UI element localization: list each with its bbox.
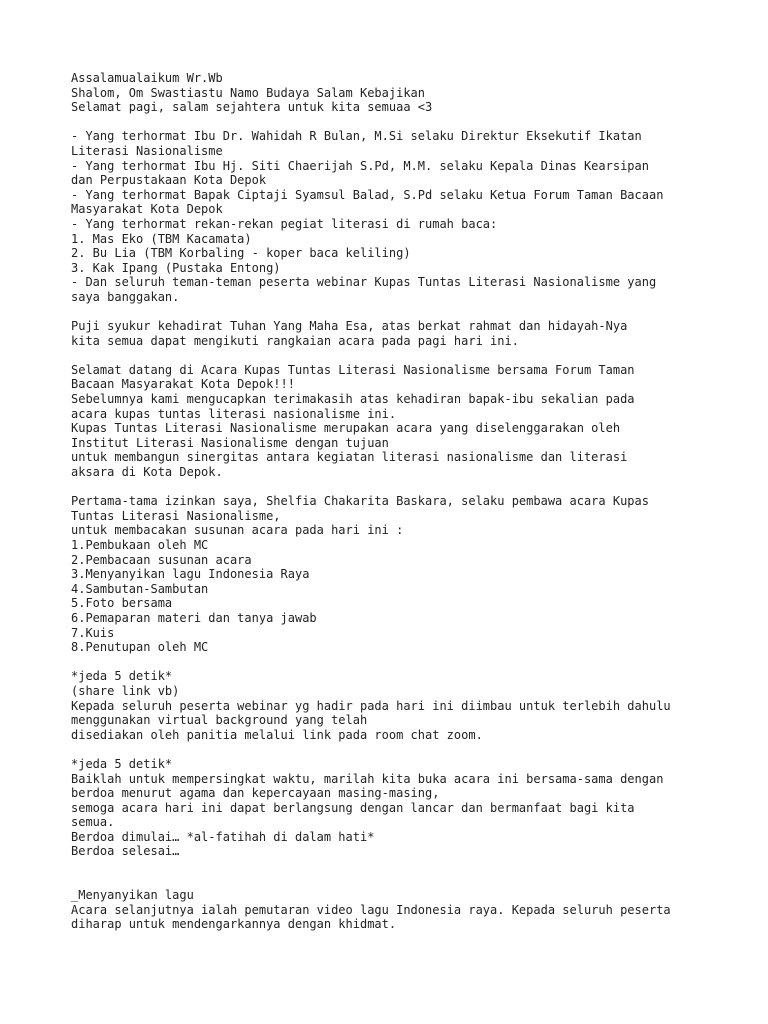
text-line: Selamat pagi, salam sejahtera untuk kita semuaa <3 [71,100,433,115]
text-line: kita semua dapat mengikuti rangkaian acara pada pagi hari ini. [71,333,519,348]
text-line: 3. Kak Ipang (Pustaka Entong) [71,260,281,275]
text-line: _Menyanyikan lagu [71,888,194,903]
text-line: (share link vb) [71,683,180,698]
text-line: Berdoa dimulai… *al-fatihah di dalam hati* [71,829,375,844]
paragraph-honorifics [71,129,731,304]
text-line: aksara di Kota Depok. [71,465,223,480]
text-line: Puji syukur kehadirat Tuhan Yang Maha Esa, atas berkat rahmat dan hidayah-Nya [71,319,628,334]
text-line: 1. Mas Eko (TBM Kacamata) [71,231,252,246]
text-line: acara kupas tuntas literasi nasionalisme ini. [71,406,397,421]
text-line: untuk membangun sinergitas antara kegiatan literasi nasionalisme dan literasi [71,450,628,465]
text-line: Institut Literasi Nasionalisme dengan tujuan [71,435,389,450]
paragraph-gap [71,655,731,670]
paragraph-greetings [71,71,731,115]
text-line: berdoa menurut agama dan kepercayaan masing-masing, [71,786,440,801]
text-line: Masyarakat Kota Depok [71,202,223,217]
text-line: diharap untuk mendengarkannya dengan khidmat. [71,917,397,932]
paragraph-gap [71,859,731,888]
paragraph-gap [71,348,731,363]
agenda-item: 1.Pembukaan oleh MC [71,538,209,552]
text-line: Baiklah untuk mempersingkat waktu, marilah kita buka acara ini bersama-sama dengan [71,771,664,786]
text-line: - Yang terhormat rekan-rekan pegiat literasi di rumah baca: [71,216,498,231]
text-line: Bacaan Masyarakat Kota Depok!!! [71,377,295,392]
paragraph-gap [71,742,731,757]
text-line: Assalamualaikum Wr.Wb [71,71,223,85]
text-line: Shalom, Om Swastiastu Namo Budaya Salam Kebajikan [71,85,426,100]
text-line: Literasi Nasionalisme [71,143,223,158]
text-line: - Yang terhormat Bapak Ciptaji Syamsul Balad, S.Pd selaku Ketua Forum Taman Bacaan [71,187,664,202]
text-line: Berdoa selesai… [71,844,180,859]
text-line: Acara selanjutnya ialah pemutaran video lagu Indonesia raya. Kepada seluruh peserta [71,902,671,917]
paragraph-gap [71,480,731,495]
text-line: dan Perpustakaan Kota Depok [71,173,267,188]
text-line: Tuntas Literasi Nasionalisme, [71,508,281,523]
text-line: - Dan seluruh teman-teman peserta webinar Kupas Tuntas Literasi Nasionalisme yang [71,275,657,290]
text-line: Selamat datang di Acara Kupas Tuntas Literasi Nasionalisme bersama Forum Taman [71,362,635,377]
paragraph-gap [71,115,731,130]
text-line: Sebelumnya kami mengucapkan terimakasih atas kehadiran bapak-ibu sekalian pada [71,392,635,407]
paragraph-gratitude [71,319,731,348]
agenda-item: 4.Sambutan-Sambutan [71,581,209,596]
paragraph-anthem [71,888,731,932]
text-line: saya banggakan. [71,289,180,304]
agenda-item: 5.Foto bersama [71,596,173,611]
agenda-item: 7.Kuis [71,625,115,640]
agenda-item: 3.Menyanyikan lagu Indonesia Raya [71,567,310,582]
agenda-item: 2.Pembacaan susunan acara [71,552,252,567]
text-line: semua. [71,815,115,830]
text-line: disediakan oleh panitia melalui link pada room chat zoom. [71,727,483,742]
text-line: - Yang terhormat Ibu Hj. Siti Chaerijah S.Pd, M.M. selaku Kepala Dinas Kearsipan [71,158,649,173]
text-line: *jeda 5 detik* [71,756,173,771]
text-line: menggunakan virtual background yang telah [71,713,368,728]
paragraph-gap [71,305,731,320]
text-line: Pertama-tama izinkan saya, Shelfia Chakarita Baskara, selaku pembawa acara Kupas [71,494,649,509]
text-line: Kupas Tuntas Literasi Nasionalisme merupakan acara yang diselenggarakan oleh [71,421,621,436]
agenda-item: 6.Pemaparan materi dan tanya jawab [71,610,317,625]
text-line: semoga acara hari ini dapat berlangsung dengan lancar dan bermanfaat bagi kita [71,800,635,815]
document-body [71,71,731,932]
text-line: *jeda 5 detik* [71,669,173,684]
paragraph-virtual-background [71,669,731,742]
text-line: untuk membacakan susunan acara pada hari ini : [71,523,404,538]
agenda-item: 8.Penutupan oleh MC [71,640,209,655]
text-line: - Yang terhormat Ibu Dr. Wahidah R Bulan, M.Si selaku Direktur Eksekutif Ikatan [71,129,642,144]
paragraph-agenda [71,494,731,655]
paragraph-welcome [71,363,731,480]
paragraph-prayer [71,757,731,859]
text-line: 2. Bu Lia (TBM Korbaling - koper baca keliling) [71,246,411,261]
text-line: Kepada seluruh peserta webinar yg hadir pada hari ini diimbau untuk terlebih dahulu [71,698,671,713]
